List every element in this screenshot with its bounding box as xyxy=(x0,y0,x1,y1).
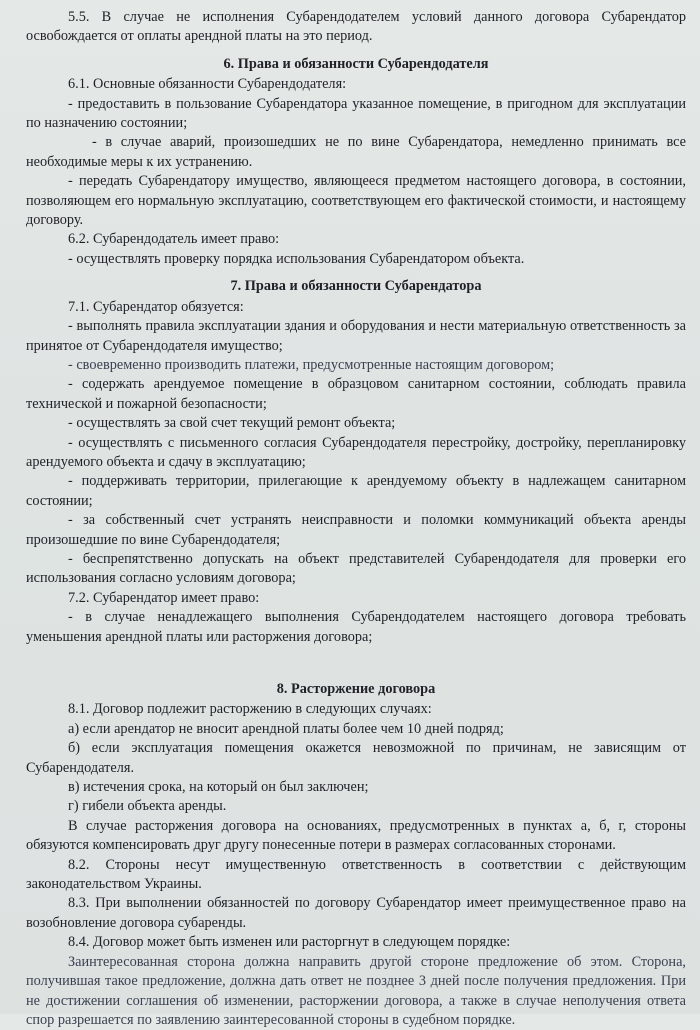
clause-8-1-compensation: В случае расторжения договора на основаниях, предусмотренных в пунктах а, б, г, стороны обязуются компенсировать друг другу понесенные потери в размерах согласованных сторонами. xyxy=(26,817,686,854)
clause-6-1-item-3: - передать Субарендатору имущество, являющееся предметом настоящего договора, в состоянии, позволяющем его нормальную эксплуатацию, соответствующем его фактической стоимости, и настоящему договору. xyxy=(26,173,686,229)
section-7-heading: 7. Права и обязанности Субарендатора xyxy=(230,278,482,295)
clause-7-2-item-1: - в случае ненадлежащего выполнения Субарендодателем настоящего договора требовать уменьшения арендной платы или расторжения договора; xyxy=(26,609,686,645)
clause-7-2: 7.2. Субарендатор имеет право: xyxy=(68,589,260,606)
clause-8-2: 8.2. Стороны несут имущественную ответственность в соответствии с действующим законодательством Украины. xyxy=(26,856,686,893)
clause-7-1-item-1: - выполнять правила эксплуатации здания и оборудования и нести материальную ответственность за принятое от Субарендодателя имущество; xyxy=(26,318,686,354)
clause-6-1-item-2: - в случае аварий, произошедших не по вине Субарендатора, немедленно принимать все необходимые меры к их устранению. xyxy=(26,134,686,170)
clause-7-1-item-4: - осуществлять за свой счет текущий ремонт объекта; xyxy=(68,415,396,432)
clause-8-1-case-g: г) гибели объекта аренды. xyxy=(68,798,227,815)
clause-8-1-case-b: б) если эксплуатация помещения окажется невозможной по причинам, не зависящим от Субарендодателя. xyxy=(26,740,686,776)
clause-8-1-case-v: в) истечения срока, на который он был заключен; xyxy=(68,779,369,796)
clause-6-2: 6.2. Субарендодатель имеет право: xyxy=(68,231,280,248)
clause-7-1-item-3: - содержать арендуемое помещение в образцовом санитарном состоянии, соблюдать правила технической и пожарной безопасности; xyxy=(26,376,686,412)
clause-7-1: 7.1. Субарендатор обязуется: xyxy=(68,298,244,315)
clause-7-1-item-5: - осуществлять с письменного согласия Субарендодателя перестройку, достройку, перепланировку арендуемого объекта и сдачу в эксплуатацию; xyxy=(26,434,686,470)
clause-8-1: 8.1. Договор подлежит расторжению в следующих случаях: xyxy=(68,701,432,718)
clause-6-2-item-1: - осуществлять проверку порядка использования Субарендатором объекта. xyxy=(68,250,525,267)
clause-8-4: 8.4. Договор может быть изменен или расторгнут в следующем порядке: xyxy=(68,934,511,951)
section-8-heading: 8. Расторжение договора xyxy=(276,681,436,697)
clause-5-5: 5.5. В случае не исполнения Субарендодателем условий данного договора Субарендатор освобождается от оплаты арендной платы на это период. xyxy=(26,9,686,45)
clause-8-4-procedure: Заинтересованная сторона должна направить другой стороне предложение об этом. Сторона, получившая такое предложение, должна дать ответ не позднее 3 дней после получения предложения. При не достижении соглашения об изменении, расторжении договора, а также в случае неполучения ответа спор разрешается по заявлению заинтересованной стороны в судебном порядке. xyxy=(26,953,686,1028)
clause-6-1-item-1: - предоставить в пользование Субарендатора указанное помещение, в пригодном для эксплуатации по назначению состоянии; xyxy=(26,95,686,132)
clause-6-1: 6.1. Основные обязанности Субарендодателя: xyxy=(68,76,347,93)
clause-7-1-item-8: - беспрепятственно допускать на объект представителей Субарендодателя для проверки его использования согласно условиям договора; xyxy=(26,550,686,587)
clause-8-1-case-a: а) если арендатор не вносит арендной платы более чем 10 дней подряд; xyxy=(68,720,504,737)
section-6-heading: 6. Права и обязанности Субарендодателя xyxy=(223,55,489,72)
clause-7-1-item-2: - своевременно производить платежи, предусмотренные настоящим договором; xyxy=(68,356,555,373)
clause-7-1-item-7: - за собственный счет устранять неисправности и поломки коммуникаций объекта аренды произошедшие по вине Субарендодателя; xyxy=(26,512,686,548)
clause-8-3: 8.3. При выполнении обязанностей по договору Субарендатор имеет преимущественное право на возобновление договора субаренды. xyxy=(26,895,686,931)
clause-7-1-item-6: - поддерживать территории, прилегающие к арендуемому объекту в надлежащем санитарном состоянии; xyxy=(26,473,686,509)
